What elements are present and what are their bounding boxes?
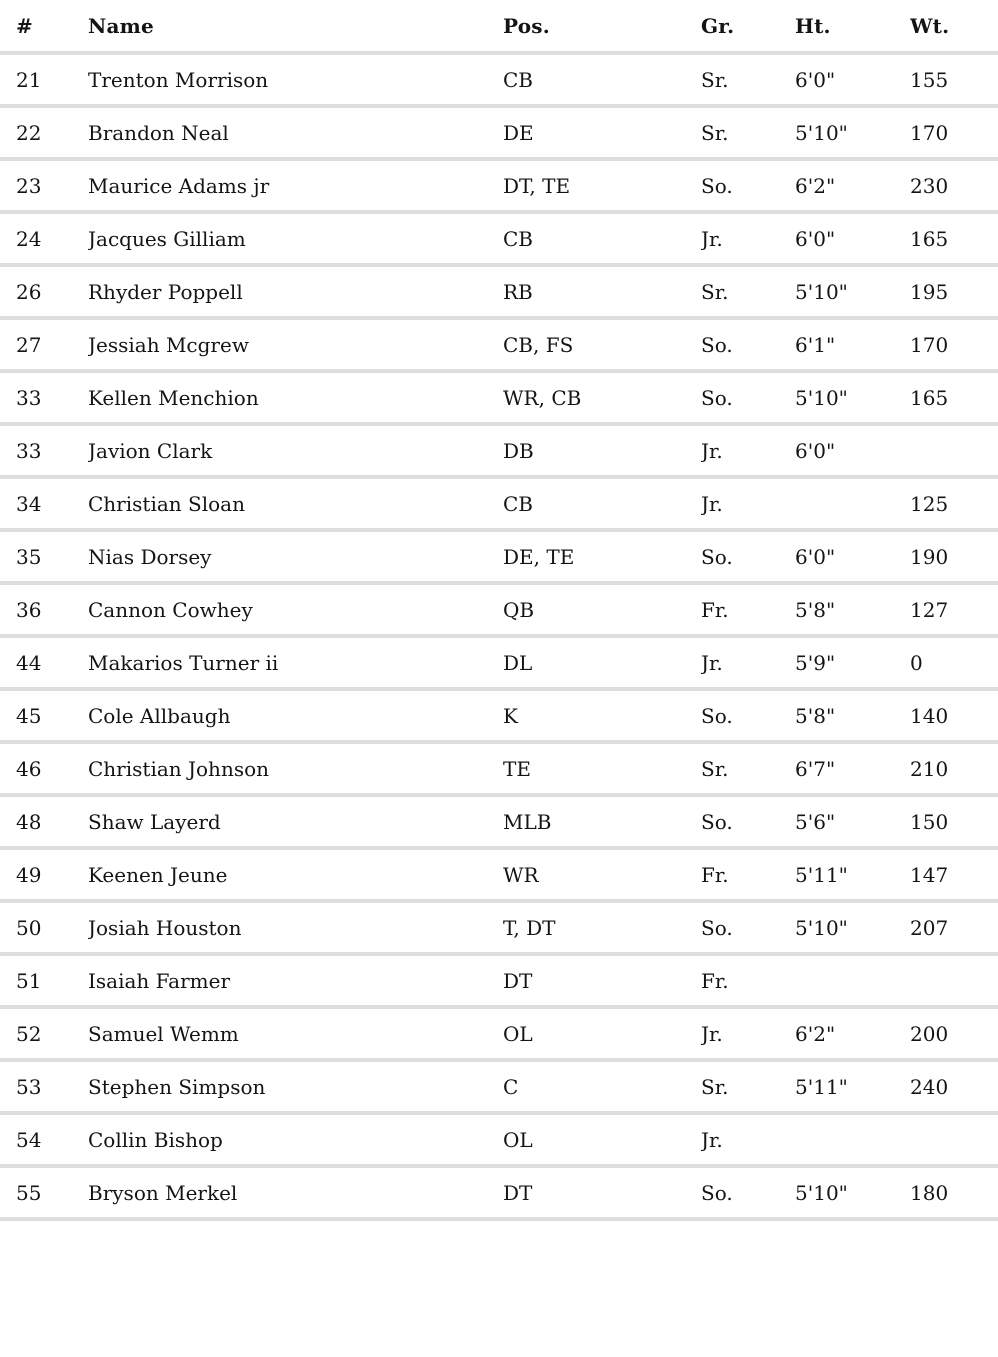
cell-number: 36 <box>0 583 88 636</box>
cell-ht: 6'0" <box>795 53 910 106</box>
table-row <box>0 1113 998 1166</box>
table-row <box>0 1166 998 1219</box>
table-row <box>0 106 998 159</box>
cell-wt: 180 <box>910 1166 998 1219</box>
cell-number: 24 <box>0 212 88 265</box>
cell-pos: DE <box>503 106 701 159</box>
cell-ht: 5'11" <box>795 848 910 901</box>
cell-ht: 5'10" <box>795 106 910 159</box>
cell-wt: 125 <box>910 477 998 530</box>
cell-gr: So. <box>701 318 795 371</box>
cell-pos: DE, TE <box>503 530 701 583</box>
cell-number: 33 <box>0 371 88 424</box>
table-row <box>0 477 998 530</box>
column-header-ht: Ht. <box>795 0 910 53</box>
table-row <box>0 159 998 212</box>
table-row <box>0 53 998 106</box>
cell-name: Cole Allbaugh <box>88 689 503 742</box>
cell-pos: WR <box>503 848 701 901</box>
cell-wt: 230 <box>910 159 998 212</box>
cell-number: 45 <box>0 689 88 742</box>
table-row <box>0 954 998 1007</box>
cell-name: Bryson Merkel <box>88 1166 503 1219</box>
table-row <box>0 583 998 636</box>
cell-gr: So. <box>701 530 795 583</box>
cell-gr: Fr. <box>701 583 795 636</box>
cell-wt: 165 <box>910 371 998 424</box>
cell-wt: 147 <box>910 848 998 901</box>
column-header-name: Name <box>88 0 503 53</box>
cell-wt: 165 <box>910 212 998 265</box>
cell-number: 46 <box>0 742 88 795</box>
cell-gr: Fr. <box>701 954 795 1007</box>
cell-pos: MLB <box>503 795 701 848</box>
cell-gr: So. <box>701 689 795 742</box>
cell-name: Samuel Wemm <box>88 1007 503 1060</box>
cell-pos: CB <box>503 53 701 106</box>
cell-wt: 0 <box>910 636 998 689</box>
cell-gr: So. <box>701 1166 795 1219</box>
cell-gr: So. <box>701 795 795 848</box>
column-header-gr: Gr. <box>701 0 795 53</box>
cell-pos: K <box>503 689 701 742</box>
cell-name: Josiah Houston <box>88 901 503 954</box>
cell-pos: OL <box>503 1113 701 1166</box>
cell-number: 26 <box>0 265 88 318</box>
cell-number: 33 <box>0 424 88 477</box>
cell-pos: CB, FS <box>503 318 701 371</box>
cell-wt: 240 <box>910 1060 998 1113</box>
cell-name: Keenen Jeune <box>88 848 503 901</box>
cell-wt: 150 <box>910 795 998 848</box>
cell-name: Cannon Cowhey <box>88 583 503 636</box>
cell-ht <box>795 1113 910 1166</box>
cell-name: Shaw Layerd <box>88 795 503 848</box>
cell-pos: DB <box>503 424 701 477</box>
cell-ht: 5'6" <box>795 795 910 848</box>
table-row <box>0 742 998 795</box>
cell-wt: 210 <box>910 742 998 795</box>
cell-wt <box>910 954 998 1007</box>
cell-name: Nias Dorsey <box>88 530 503 583</box>
cell-pos: C <box>503 1060 701 1113</box>
cell-name: Trenton Morrison <box>88 53 503 106</box>
cell-wt: 207 <box>910 901 998 954</box>
cell-pos: CB <box>503 477 701 530</box>
table-row <box>0 1007 998 1060</box>
cell-ht: 5'8" <box>795 689 910 742</box>
table-row <box>0 424 998 477</box>
cell-gr: Jr. <box>701 636 795 689</box>
table-row <box>0 901 998 954</box>
cell-name: Collin Bishop <box>88 1113 503 1166</box>
cell-ht: 6'1" <box>795 318 910 371</box>
cell-pos: WR, CB <box>503 371 701 424</box>
cell-pos: OL <box>503 1007 701 1060</box>
cell-name: Brandon Neal <box>88 106 503 159</box>
cell-number: 21 <box>0 53 88 106</box>
column-header-number: # <box>0 0 88 53</box>
table-row <box>0 318 998 371</box>
cell-pos: T, DT <box>503 901 701 954</box>
cell-number: 50 <box>0 901 88 954</box>
cell-name: Jacques Gilliam <box>88 212 503 265</box>
table-row <box>0 795 998 848</box>
cell-number: 22 <box>0 106 88 159</box>
table-row <box>0 689 998 742</box>
cell-gr: Jr. <box>701 477 795 530</box>
cell-gr: Sr. <box>701 742 795 795</box>
table-row <box>0 371 998 424</box>
cell-pos: QB <box>503 583 701 636</box>
roster-table-body <box>0 53 998 1219</box>
cell-number: 23 <box>0 159 88 212</box>
cell-wt <box>910 424 998 477</box>
cell-name: Isaiah Farmer <box>88 954 503 1007</box>
cell-gr: Jr. <box>701 1007 795 1060</box>
cell-pos: DL <box>503 636 701 689</box>
cell-gr: Jr. <box>701 212 795 265</box>
cell-number: 49 <box>0 848 88 901</box>
table-row <box>0 212 998 265</box>
cell-name: Maurice Adams jr <box>88 159 503 212</box>
header-row <box>0 0 998 53</box>
cell-ht: 6'7" <box>795 742 910 795</box>
cell-pos: DT, TE <box>503 159 701 212</box>
cell-number: 52 <box>0 1007 88 1060</box>
cell-wt: 200 <box>910 1007 998 1060</box>
cell-ht: 5'9" <box>795 636 910 689</box>
column-header-wt: Wt. <box>910 0 998 53</box>
cell-wt: 195 <box>910 265 998 318</box>
cell-number: 44 <box>0 636 88 689</box>
cell-ht: 5'10" <box>795 265 910 318</box>
cell-gr: Sr. <box>701 53 795 106</box>
cell-ht: 5'8" <box>795 583 910 636</box>
cell-gr: Jr. <box>701 424 795 477</box>
cell-ht: 6'2" <box>795 159 910 212</box>
cell-gr: So. <box>701 901 795 954</box>
cell-wt: 140 <box>910 689 998 742</box>
column-header-pos: Pos. <box>503 0 701 53</box>
cell-pos: TE <box>503 742 701 795</box>
cell-name: Christian Sloan <box>88 477 503 530</box>
table-row <box>0 636 998 689</box>
cell-gr: Sr. <box>701 106 795 159</box>
cell-pos: DT <box>503 954 701 1007</box>
cell-number: 53 <box>0 1060 88 1113</box>
cell-name: Christian Johnson <box>88 742 503 795</box>
table-row <box>0 265 998 318</box>
cell-name: Rhyder Poppell <box>88 265 503 318</box>
cell-gr: Fr. <box>701 848 795 901</box>
cell-name: Javion Clark <box>88 424 503 477</box>
cell-name: Kellen Menchion <box>88 371 503 424</box>
table-row <box>0 848 998 901</box>
cell-ht: 5'10" <box>795 1166 910 1219</box>
cell-ht <box>795 477 910 530</box>
cell-ht: 6'2" <box>795 1007 910 1060</box>
cell-wt: 170 <box>910 106 998 159</box>
cell-number: 34 <box>0 477 88 530</box>
cell-wt: 155 <box>910 53 998 106</box>
cell-wt: 190 <box>910 530 998 583</box>
cell-ht: 6'0" <box>795 424 910 477</box>
cell-wt: 127 <box>910 583 998 636</box>
cell-number: 35 <box>0 530 88 583</box>
cell-pos: CB <box>503 212 701 265</box>
cell-ht <box>795 954 910 1007</box>
cell-pos: RB <box>503 265 701 318</box>
cell-wt <box>910 1113 998 1166</box>
cell-ht: 5'10" <box>795 901 910 954</box>
cell-name: Makarios Turner ii <box>88 636 503 689</box>
cell-gr: So. <box>701 159 795 212</box>
cell-gr: Sr. <box>701 265 795 318</box>
cell-ht: 6'0" <box>795 212 910 265</box>
cell-number: 27 <box>0 318 88 371</box>
cell-number: 54 <box>0 1113 88 1166</box>
cell-number: 48 <box>0 795 88 848</box>
cell-pos: DT <box>503 1166 701 1219</box>
cell-gr: Jr. <box>701 1113 795 1166</box>
cell-number: 55 <box>0 1166 88 1219</box>
cell-name: Stephen Simpson <box>88 1060 503 1113</box>
cell-gr: Sr. <box>701 1060 795 1113</box>
cell-number: 51 <box>0 954 88 1007</box>
cell-ht: 5'10" <box>795 371 910 424</box>
cell-gr: So. <box>701 371 795 424</box>
table-row <box>0 1060 998 1113</box>
cell-ht: 5'11" <box>795 1060 910 1113</box>
cell-ht: 6'0" <box>795 530 910 583</box>
table-row <box>0 530 998 583</box>
cell-wt: 170 <box>910 318 998 371</box>
cell-name: Jessiah Mcgrew <box>88 318 503 371</box>
